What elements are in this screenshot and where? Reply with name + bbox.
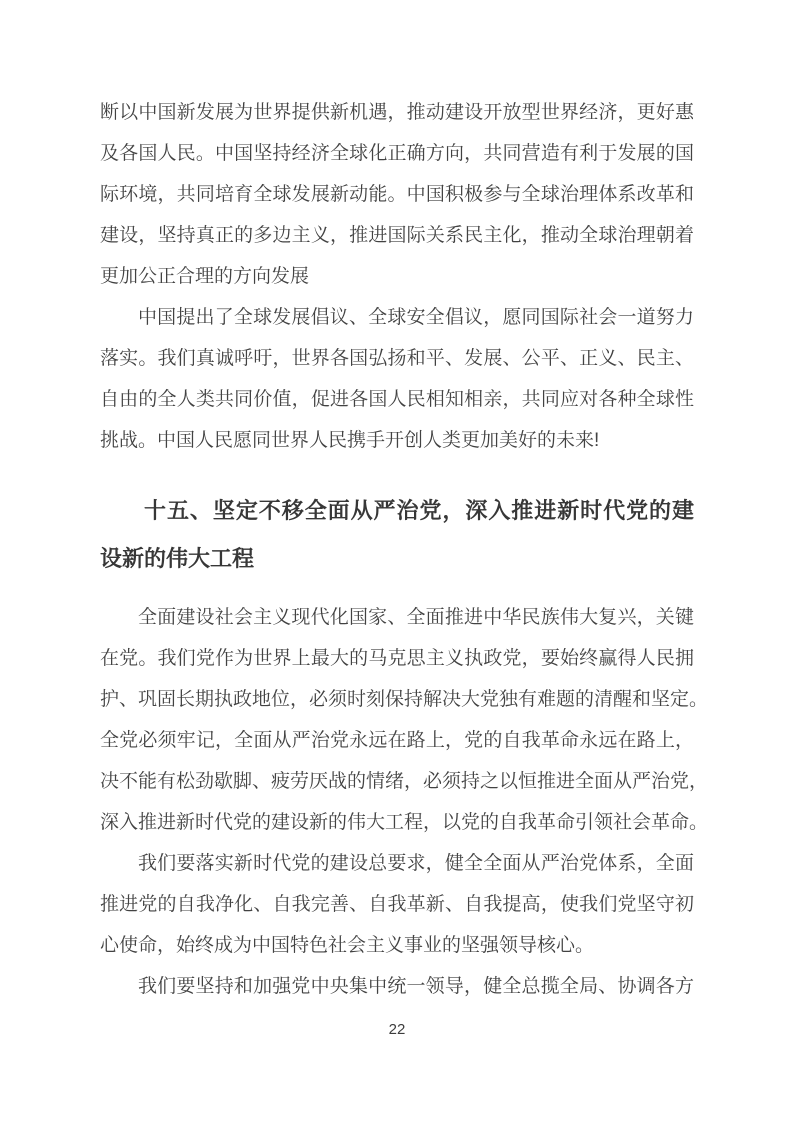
text-line: 全面建设社会主义现代化国家、全面推进中华民族伟大复兴，关键	[138, 607, 694, 628]
document-body	[100, 0, 709, 1007]
text-line: 落实。我们真诚呼吁，世界各国弘扬和平、发展、公平、正义、民主、	[100, 348, 694, 369]
text-line: 推进党的自我净化、自我完善、自我革新、自我提高，使我们党坚守初	[100, 894, 694, 915]
text-line: 在党。我们党作为世界上最大的马克思主义执政党，要始终赢得人民拥	[100, 648, 694, 669]
text-line: 自由的全人类共同价值，促进各国人民相知相亲，共同应对各种全球性	[100, 389, 694, 410]
section-heading	[100, 487, 694, 583]
text-line: 断以中国新发展为世界提供新机遇，推动建设开放型世界经济，更好惠	[100, 102, 694, 123]
paragraph	[100, 597, 709, 843]
heading-line: 设新的伟大工程	[100, 546, 255, 571]
paragraph	[100, 297, 694, 461]
paragraph	[100, 966, 694, 1007]
text-line: 及各国人民。中国坚持经济全球化正确方向，共同营造有利于发展的国	[100, 143, 694, 164]
heading-line: 十五、坚定不移全面从严治党，深入推进新时代党的建	[144, 498, 694, 523]
text-line: 全党必须牢记，全面从严治党永远在路上，党的自我革命永远在路上，	[100, 730, 694, 751]
paragraph-continuation	[100, 92, 694, 297]
text-line: 我们要坚持和加强党中央集中统一领导，健全总揽全局、协调各方	[138, 976, 694, 997]
text-line: 挑战。中国人民愿同世界人民携手开创人类更加美好的未来!	[100, 430, 600, 451]
text-line: 决不能有松劲歇脚、疲劳厌战的情绪，必须持之以恒推进全面从严治党，	[100, 771, 709, 792]
text-line: 深入推进新时代党的建设新的伟大工程，以党的自我革命引领社会革命。	[100, 812, 709, 833]
text-line: 护、巩固长期执政地位，必须时刻保持解决大党独有难题的清醒和坚定。	[100, 689, 709, 710]
text-line: 际环境，共同培育全球发展新动能。中国积极参与全球治理体系改革和	[100, 184, 694, 205]
text-line: 我们要落实新时代党的建设总要求，健全全面从严治党体系，全面	[138, 853, 694, 874]
paragraph	[100, 843, 694, 966]
text-line: 中国提出了全球发展倡议、全球安全倡议，愿同国际社会一道努力	[138, 307, 694, 328]
text-line: 更加公正合理的方向发展	[100, 266, 310, 287]
page-number: 22	[388, 1021, 406, 1038]
text-line: 心使命，始终成为中国特色社会主义事业的坚强领导核心。	[100, 935, 595, 956]
text-line: 建设，坚持真正的多边主义，推进国际关系民主化，推动全球治理朝着	[100, 225, 694, 246]
